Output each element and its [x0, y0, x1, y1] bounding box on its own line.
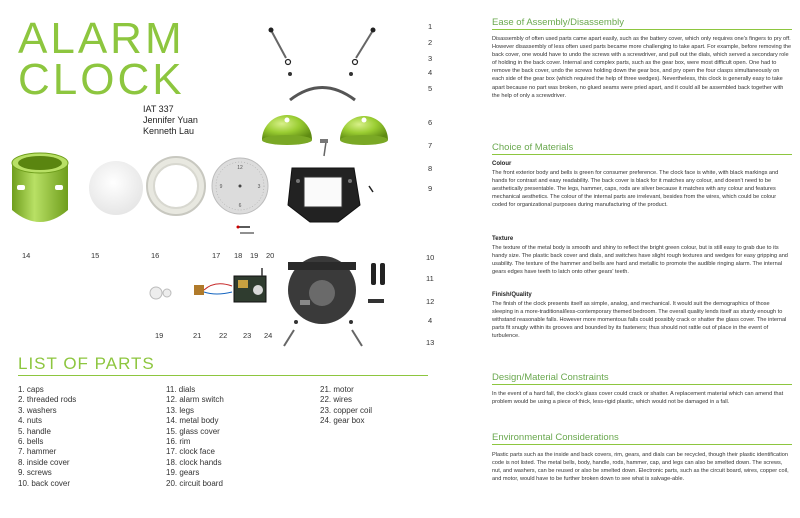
callout-1: 1 [428, 22, 433, 31]
back-cover [288, 256, 356, 324]
finish-heading: Finish/Quality [492, 292, 532, 298]
callout-3: 3 [428, 54, 433, 63]
section-title-environment: Environmental Considerations [492, 432, 619, 443]
part-item: 14. metal body [166, 416, 219, 426]
callout-21: 21 [193, 331, 202, 340]
metal-body [12, 153, 68, 222]
course-code: IAT 337 [143, 104, 174, 114]
rim [147, 157, 205, 215]
screw-9 [369, 186, 373, 192]
parts-divider [18, 375, 428, 376]
svg-text:3: 3 [257, 184, 261, 190]
callout-10: 10 [426, 253, 435, 262]
part-item: 23. copper coil [320, 405, 373, 415]
texture-heading: Texture [492, 236, 514, 242]
callout-13: 13 [426, 338, 435, 347]
nut-left [288, 72, 292, 76]
part-item: 8. inside cover [18, 457, 70, 467]
part-item: 24. gear box [320, 416, 365, 426]
rod-left [272, 32, 286, 58]
callout-7: 7 [428, 141, 433, 150]
callout-19a: 19 [250, 251, 259, 260]
section-rule-assembly [492, 29, 792, 30]
inside-cover [288, 168, 360, 222]
colour-heading: Colour [492, 161, 512, 167]
callout-15: 15 [91, 251, 100, 260]
constraints-body: In the event of a hard fall, the clock's glass cover could crack or shatter. A replacement material which can amend that problem would be using a piece of thick, less-rigid plastic, which would not be damaged in a fall. [492, 391, 784, 406]
parts-heading: LIST OF PARTS [18, 354, 155, 373]
assembly-body: Disassembly of often used parts came apart easily, such as the battery cover, which only requires one's fingers to pry off. However disassembly of less often used parts became more challenging to take apart. For example, before removing the back cover, one would have to undo the screws with a screwdriver, and pull out the dials, which served a secondary role of holding in the back cover. Internal and complex parts, such as the gear box, were most difficult open. One had to remove the back cover, undo the screws holding down the gear box, and pry open the four clasps simultaneously on each side of the gear box (which required the help of three wedges). Nevertheless, this clock is generally easy to take apart because no part was broken, no glued seams were pried apart, and it could all be assembled back together with the help of only a screwdriver. [492, 36, 792, 99]
finish-body: The finish of the clock presents itself as simple, analog, and mechanical. It would suit the demographics of those sleeping in a more-traditional/less-contemporary themed bedroom. The overall quality lends itself as sturdy enough to withstand reasonable falls. However more momentous falls could possibly crack or shatter the glass cover. The internal parts fit snugly within its grooves and bounded by its fasteners; thus should not rattle out of place in the event of turbulence. [492, 301, 787, 340]
author-2: Kenneth Lau [143, 126, 195, 136]
hammer [320, 139, 328, 156]
callout-14: 14 [22, 251, 31, 260]
parts-column-3 [320, 385, 372, 427]
section-title-constraints: Design/Material Constraints [492, 372, 609, 383]
nut-right [349, 72, 353, 76]
part-item: 13. legs [166, 405, 195, 415]
callout-9: 9 [428, 184, 433, 193]
dials [371, 263, 385, 285]
part-item: 10. back cover [18, 478, 71, 488]
small-gears [150, 287, 171, 299]
part-item: 1. caps [18, 385, 44, 394]
callout-4b: 4 [428, 316, 433, 325]
callout-23: 23 [243, 331, 252, 340]
rod-right [356, 32, 372, 58]
cap-left [269, 28, 274, 33]
part-item: 20. circuit board [166, 478, 223, 488]
part-item: 11. dials [166, 385, 196, 394]
clock-face [212, 158, 268, 214]
section-title-assembly: Ease of Assembly/Disassembly [492, 17, 624, 28]
gear-box [234, 276, 266, 302]
part-item: 3. washers [18, 405, 57, 415]
callout-5: 5 [428, 84, 433, 93]
washer-left [286, 60, 291, 65]
section-rule-constraints [492, 384, 792, 385]
callout-17: 17 [212, 251, 221, 260]
callout-16: 16 [151, 251, 160, 260]
part-item: 16. rim [166, 437, 191, 447]
part-item: 17. clock face [166, 447, 215, 457]
leg-left [284, 330, 294, 346]
part-item: 2. threaded rods [18, 395, 77, 405]
part-item: 18. clock hands [166, 457, 222, 467]
callout-2: 2 [428, 38, 433, 47]
environment-body: Plastic parts such as the inside and back covers, rim, gears, and dials can be recycled, though their plastic identification code is not listed. The metal bells, body, handle, rods, hammer, cap, and legs can also be smelted down. The screws, nut, and washers, can be reused or also be smelted down. Electronic parts, such as the circuit board, wires, copper coil, and motor, would have to be further broken down to see what is salvage-able. [492, 452, 789, 483]
part-item: 21. motor [320, 385, 354, 394]
callout-22: 22 [219, 331, 228, 340]
part-item: 12. alarm switch [166, 395, 224, 405]
title-line-2: CLOCK [18, 55, 185, 104]
callout-6: 6 [428, 118, 433, 127]
svg-text:6: 6 [238, 203, 242, 209]
callout-20: 20 [266, 251, 275, 260]
part-item: 22. wires [320, 395, 353, 405]
part-item: 7. hammer [18, 447, 57, 457]
title-line-1: ALARM [18, 14, 185, 63]
part-item: 19. gears [166, 468, 200, 478]
texture-body: The texture of the metal body is smooth and shiny to reflect the bright green colour, but is still easy to grab due to its handy size. The plastic back cover and dials, and switches have slight rough textures and wedges for easy gripping and usability. The texture of the hammer and bells are hard and metallic to promote the audible ringing alarm. The internal gears edges have teeth to latch onto other gears' teeth. [492, 245, 788, 276]
part-item: 6. bells [18, 437, 44, 447]
rods-top [269, 28, 376, 77]
callout-12: 12 [426, 297, 435, 306]
clock-hands [237, 226, 255, 234]
parts-column-1 [18, 385, 76, 489]
parts-column-2 [166, 385, 224, 489]
callout-11: 11 [426, 274, 434, 283]
nut-bottom-left [294, 320, 298, 324]
svg-text:12: 12 [237, 165, 243, 171]
callout-4: 4 [428, 68, 433, 77]
motor [194, 284, 232, 295]
exploded-diagram [0, 0, 480, 350]
handle-shape [290, 88, 355, 101]
nut-bottom-right [349, 320, 353, 324]
part-item: 15. glass cover [166, 426, 220, 436]
washer-right [353, 60, 358, 65]
alarm-switch [368, 299, 384, 303]
part-item: 5. handle [18, 426, 51, 436]
leg-right [352, 330, 362, 346]
part-item: 4. nuts [18, 416, 43, 426]
callout-19b: 19 [155, 331, 164, 340]
cap-right [371, 28, 376, 33]
part-item: 9. screws [18, 468, 52, 478]
callout-8: 8 [428, 164, 433, 173]
section-title-materials: Choice of Materials [492, 142, 574, 153]
glass-cover [89, 161, 143, 215]
section-rule-environment [492, 444, 792, 445]
author-1: Jennifer Yuan [143, 115, 198, 125]
callout-24: 24 [264, 331, 273, 340]
section-rule-materials [492, 154, 792, 155]
colour-body: The front exterior body and bells is green for consumer preference. The clock face is white, with black markings and hands for contrast and easy readability. The back cover is black for it matches any colour, and doesn't need to be aesthetically presentable. The legs, hammer, caps, rods are silver because it matches with any colour and features mechanical aesthetics. The colour of the internal parts are irrelevant, besides from the wires, which could be colour coded for organizational purposes during manufacturing of the product. [492, 170, 779, 209]
callout-18: 18 [234, 251, 243, 260]
svg-text:9: 9 [219, 184, 223, 190]
